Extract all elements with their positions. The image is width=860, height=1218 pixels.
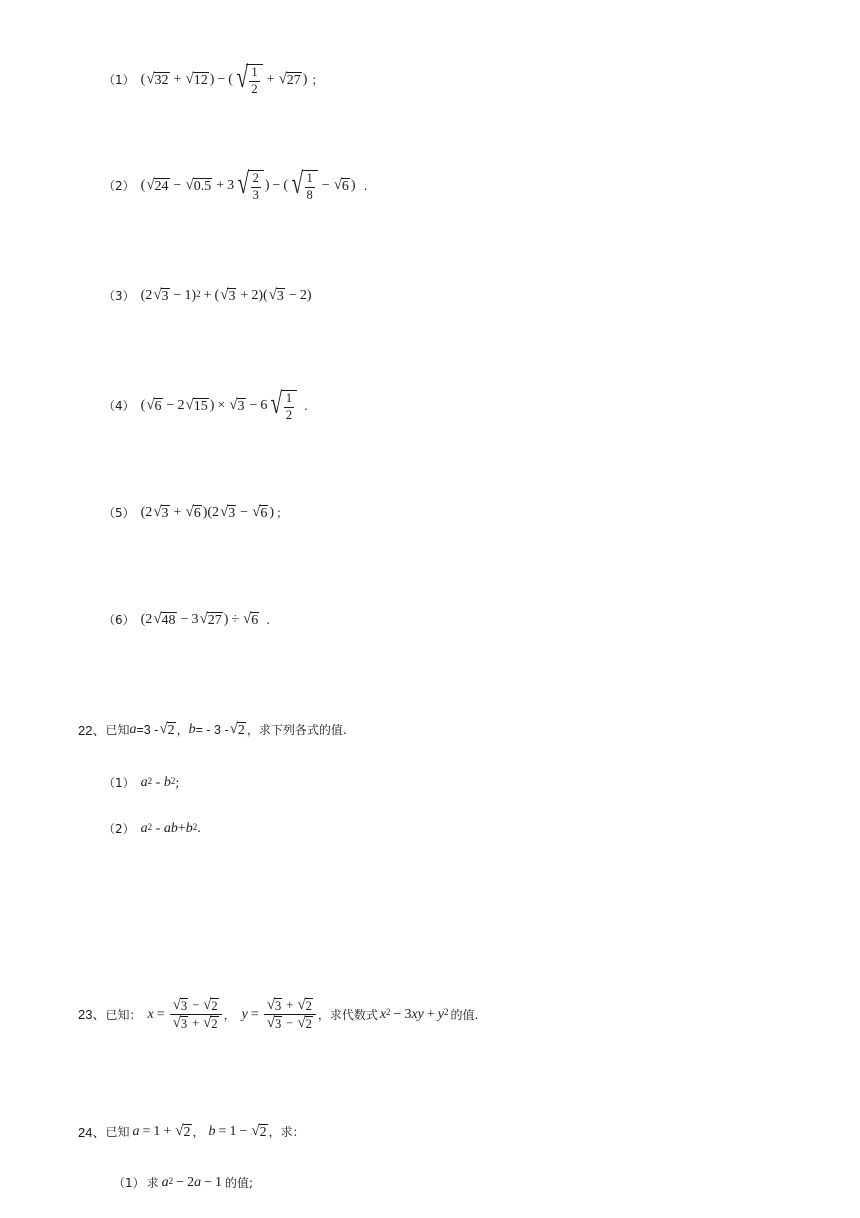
sub-item-label: （5）	[103, 506, 135, 521]
variable-b: b	[188, 722, 196, 738]
sub-item-3	[103, 288, 311, 305]
question-24-sub-1: （1） 求 a $^2$ − 2 a − 1 的值;	[113, 1175, 254, 1190]
sub-item-label: （2）	[103, 179, 135, 194]
question-22-sub-1: （1） a $^2$ - b $^2$ ;	[103, 775, 180, 790]
question-24: 24、 已知 a = 1 + √ 2 ， b = 1 − √ 2 ，求：	[78, 1123, 305, 1140]
b-expression: b = 1 − √ 2	[208, 1123, 267, 1140]
math-expression: (2 √ 48 − 3 √ 27 ) ÷ √ 6	[140, 611, 259, 628]
question-23: 23、 已知： x = √ 3 − √ 2 √ 3 + √ 2 ， y = √ 3 + √ 2 √ 3 − √ 2 ，求代数式 x $^2$ − 3 xy + y $^2$ 的值.	[78, 997, 479, 1032]
question-stem: 已知：	[105, 1007, 142, 1022]
question-stem: 已知	[105, 723, 130, 738]
math-expression: ( √ 6 − 2 √ 15 ) × √ 3 − 6 √ $\frac{1}{2}$	[141, 390, 298, 423]
y-expression: y = √ 3 + √ 2 √ 3 − √ 2	[242, 998, 318, 1031]
sub-item-6: （6） (2 √ 48 − 3 √ 27 ) ÷ √ 6 .	[103, 611, 271, 628]
sub-item-4: （4） ( √ 6 − 2 √ 15 ) × √ 3 − 6 √ $\frac{1}{2}$ .	[103, 387, 308, 422]
x-expression: x = √ 3 − √ 2 √ 3 + √ 2	[147, 998, 223, 1031]
question-number: 23、	[78, 1007, 106, 1023]
sub-item-2: （2） ( √ 24 − √ 0.5 + 3 √ $\frac{2}{3}$ ) − ( √ $\frac{1}{8}$ − √ 6 ) .	[103, 167, 368, 202]
question-number: 24、	[78, 1124, 106, 1140]
sub-item-5: （5） (2 √ 3 + √ 6 )(2 √ 3 − √ 6 ) ；	[103, 504, 289, 521]
variable-a: a	[129, 722, 137, 738]
a-value: =3 -	[136, 723, 159, 738]
question-22-sub-2: （2） a $^2$ - ab + b $^2$ .	[103, 821, 201, 836]
math-expression: a $^2$ - b $^2$ ;	[140, 775, 180, 790]
question-number: 22、	[78, 722, 106, 738]
sub-item-label: （1）	[103, 73, 135, 88]
target-expression: x $^2$ − 3 xy + y $^2$	[379, 1006, 449, 1022]
math-expression: (2 √ 3 + √ 6 )(2 √ 3 − √ 6 )	[140, 504, 275, 521]
question-tail: ，求下列各式的值.	[246, 723, 347, 738]
math-expression: ( √ 24 − √ 0.5 + 3 √ $\frac{2}{3}$ ) − ( √ $\frac{1}{8}$ − √ 6 )	[140, 167, 356, 202]
math-expression: ( √ 32 + √ 12 ) − ( √ $\frac{1}{2}$ + √ 27 )	[140, 61, 308, 96]
math-expression: (2 √ 3 − 1) $^2$ + ( √ 3 + 2)( √ 3 − 2)	[140, 287, 312, 304]
question-22: 22、 已知 a =3 - √ 2 ， b = - 3 - √ 2 ，求下列各式的值.	[78, 721, 347, 738]
target-expression: a $^2$ − 2 a − 1	[161, 1175, 222, 1190]
a-expression: a = 1 + √ 2	[132, 1123, 191, 1140]
b-value: = - 3 -	[195, 723, 229, 738]
sub-item-label: （3）	[103, 289, 135, 304]
sub-item-label: （4）	[103, 399, 135, 414]
sub-item-label: （6）	[103, 613, 135, 628]
question-stem: 已知	[105, 1125, 130, 1140]
sub-item-1: （1） ( √ 32 + √ 12 ) − ( √ $\frac{1}{2}$ + √ 27 ) ；	[103, 61, 324, 96]
math-expression: a $^2$ - ab + b $^2$ .	[140, 821, 201, 836]
